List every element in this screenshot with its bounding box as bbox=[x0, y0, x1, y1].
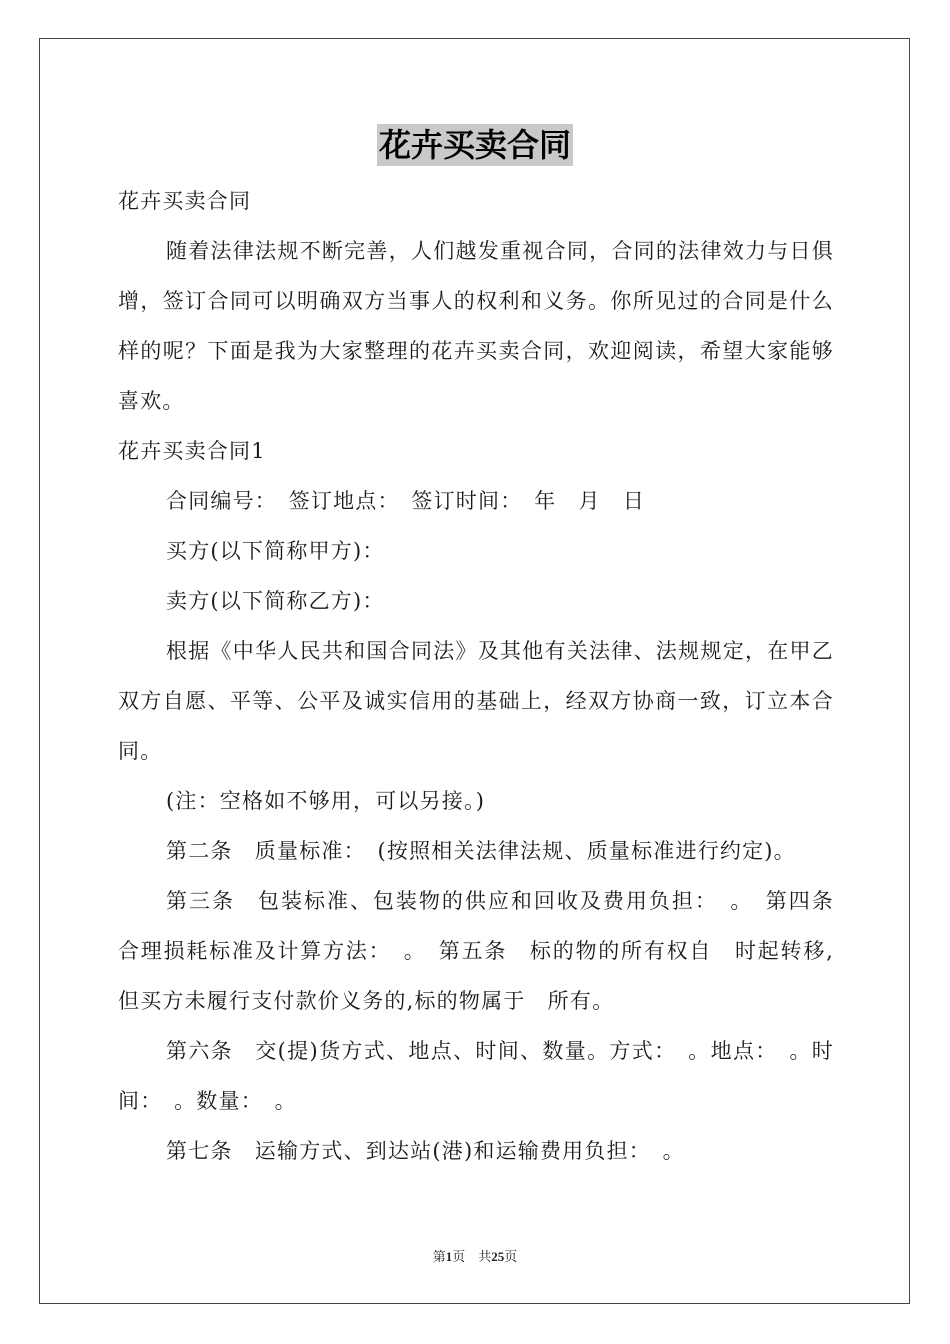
footer-page-number: 1 bbox=[445, 1249, 453, 1264]
paragraph: (注：空格如不够用，可以另接。) bbox=[166, 789, 486, 813]
paragraph: 根据《中华人民共和国合同法》及其他有关法律、法规规定，在甲乙双方自愿、平等、公平及诚实信用的基础上，经双方协商一致，订立本合同。 bbox=[118, 639, 834, 763]
paragraph: 第六条 交(提)货方式、地点、时间、数量。方式： 。地点： 。时间： 。数量： 。 bbox=[118, 1039, 834, 1113]
paragraph: 随着法律法规不断完善，人们越发重视合同，合同的法律效力与日俱增，签订合同可以明确双方当事人的权利和义务。你所见过的合同是什么样的呢？下面是我为大家整理的花卉买卖合同，欢迎阅读，希望大家能够喜欢。 bbox=[118, 239, 834, 413]
footer-prefix: 第 bbox=[432, 1249, 446, 1264]
paragraph: 合同编号： 签订地点： 签订时间： 年 月 日 bbox=[166, 489, 646, 513]
paragraph: 第三条 包装标准、包装物的供应和回收及费用负担： 。 第四条 合理损耗标准及计算方法： 。 第五条 标的物的所有权自 时起转移,但买方未履行支付款价义务的,标的物属于 所有。 bbox=[118, 889, 857, 1013]
title-container bbox=[0, 124, 950, 166]
paragraph: 第二条 质量标准： (按照相关法律法规、质量标准进行约定)。 bbox=[166, 839, 796, 863]
document-body bbox=[118, 176, 857, 1176]
paragraph: 买方(以下简称甲方)： bbox=[166, 539, 385, 563]
footer-page-unit: 页 共 bbox=[452, 1249, 492, 1264]
paragraph: 花卉买卖合同1 bbox=[118, 439, 266, 463]
page-footer bbox=[0, 1246, 950, 1265]
footer-total-pages: 25 bbox=[491, 1249, 505, 1264]
paragraph: 第七条 运输方式、到达站(港)和运输费用负担： 。 bbox=[166, 1139, 685, 1163]
paragraph: 花卉买卖合同 bbox=[118, 189, 252, 213]
paragraph: 卖方(以下简称乙方)： bbox=[166, 589, 385, 613]
document-title: 花卉买卖合同 bbox=[378, 126, 571, 164]
footer-total-unit: 页 bbox=[504, 1249, 518, 1264]
